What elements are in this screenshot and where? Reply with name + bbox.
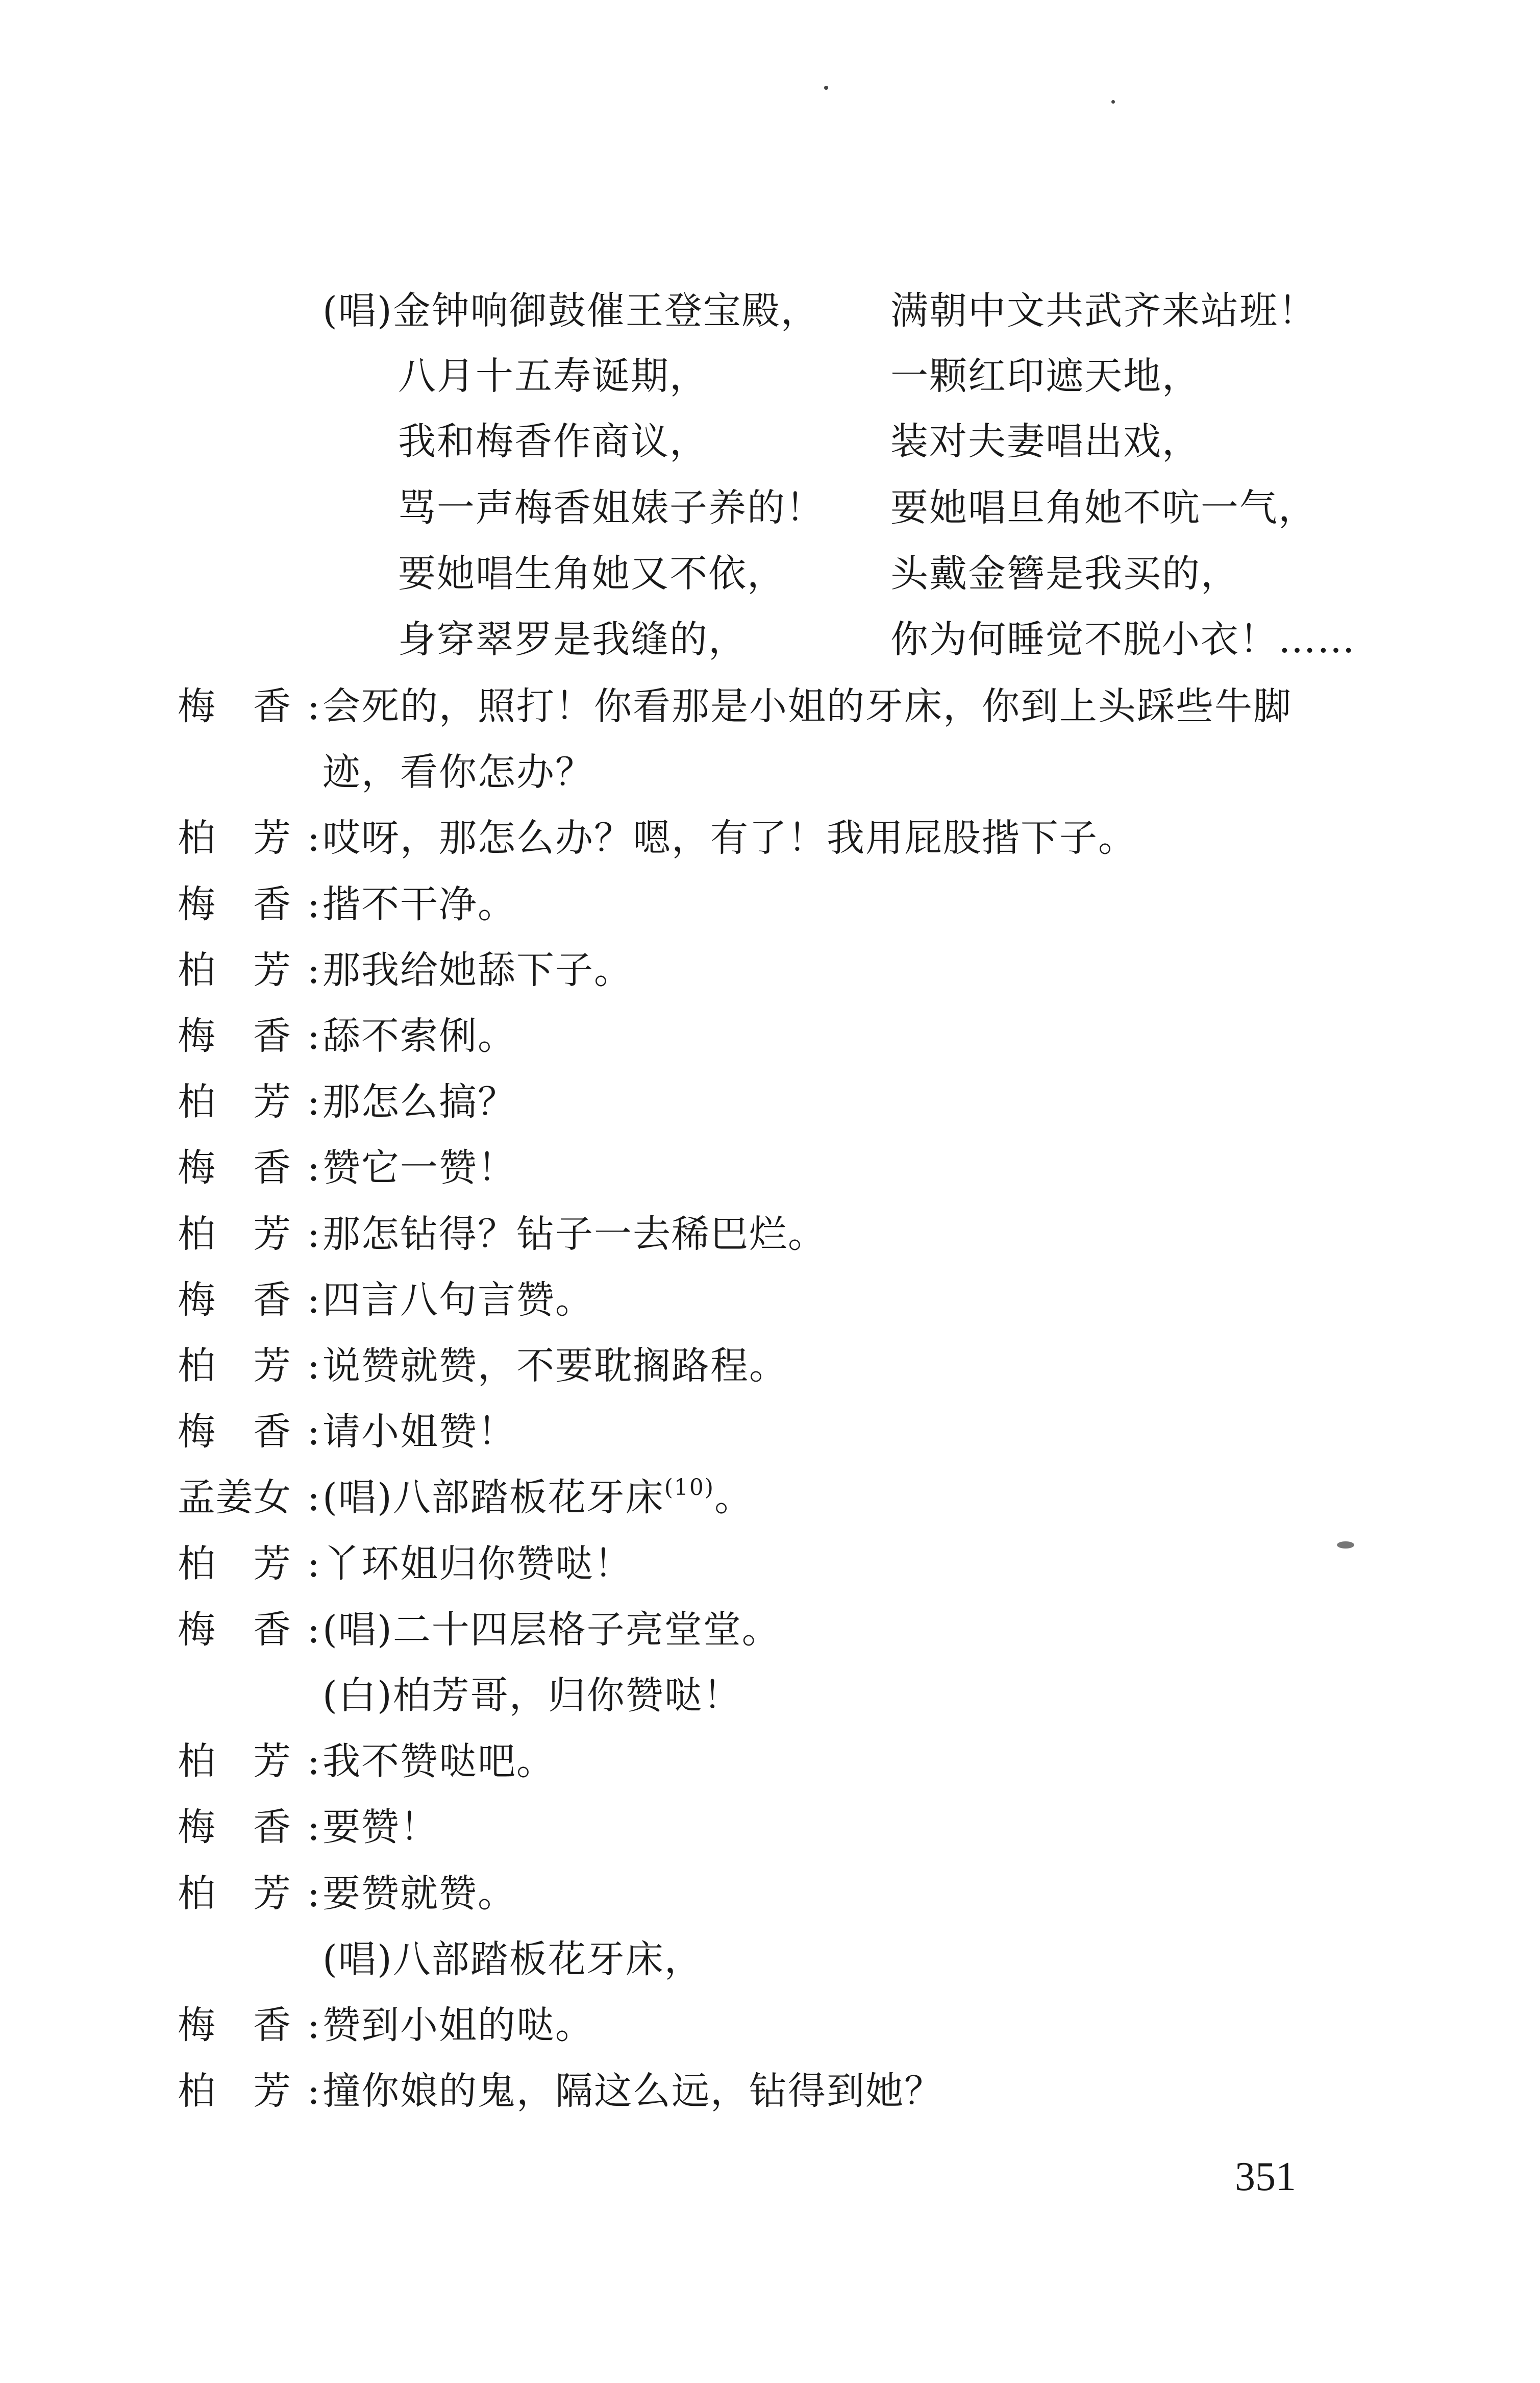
dialogue-line bbox=[322, 882, 516, 926]
speaker-colon: : bbox=[307, 1212, 320, 1256]
dialogue-text: 赞它一赞！ bbox=[322, 1146, 516, 1190]
speaker-label: 柏 芳 bbox=[178, 2069, 291, 2113]
dialogue-line bbox=[322, 816, 1137, 860]
dialogue-text: 哎呀，那怎么办？嗯，有了！我用屁股揩下子。 bbox=[322, 816, 1137, 860]
speaker-colon: : bbox=[307, 1344, 320, 1388]
dialogue-line bbox=[322, 1805, 439, 1849]
speaker-colon: : bbox=[307, 1014, 320, 1058]
song-row-left: 八月十五寿诞期， bbox=[398, 354, 708, 398]
speaker-colon: : bbox=[307, 948, 320, 992]
dialogue-text: (唱)八部踏板花牙床 bbox=[322, 1476, 664, 1519]
dialogue-tail: 。 bbox=[714, 1476, 754, 1519]
dialogue-text: 四言八句言赞。 bbox=[322, 1278, 594, 1322]
song-line-1-left: (唱)金钟响御鼓催王登宝殿， bbox=[322, 289, 819, 333]
dialogue-line bbox=[322, 1344, 788, 1388]
dialogue-line bbox=[322, 1410, 516, 1454]
speaker-label: 柏 芳 bbox=[178, 1542, 291, 1586]
speaker-label: 梅 香 bbox=[178, 1410, 291, 1454]
song-row-left: 要她唱生角她又不依， bbox=[398, 552, 786, 596]
dialogue-text: 请小姐赞！ bbox=[322, 1410, 516, 1454]
dialogue-text: 舔不索俐。 bbox=[322, 1014, 516, 1058]
speaker-label: 柏 芳 bbox=[178, 1739, 291, 1783]
dialogue-line bbox=[322, 1542, 633, 1586]
speaker-colon: : bbox=[307, 882, 320, 926]
speaker-label: 梅 香 bbox=[178, 1014, 291, 1058]
dialogue-line bbox=[322, 948, 633, 992]
speaker-colon: : bbox=[307, 2003, 320, 2047]
dialogue-text: 我不赞哒吧。 bbox=[322, 1739, 555, 1783]
dialogue-line bbox=[322, 2069, 943, 2113]
song-row-right: 你为何睡觉不脱小衣！…… bbox=[890, 618, 1356, 661]
dialogue-line bbox=[322, 750, 594, 794]
speaker-label: 柏 芳 bbox=[178, 1212, 291, 1256]
speaker-label: 孟姜女 bbox=[178, 1476, 291, 1519]
dialogue-line bbox=[322, 1014, 516, 1058]
song-row-right: 头戴金簪是我买的， bbox=[890, 552, 1239, 596]
dialogue-text: 要赞！ bbox=[322, 1805, 439, 1849]
song-line-1-right: 满朝中文共武齐来站班！ bbox=[890, 289, 1317, 333]
speaker-label: 柏 芳 bbox=[178, 1344, 291, 1388]
song-row-left: 身穿翠罗是我缝的， bbox=[398, 618, 747, 661]
speaker-colon: : bbox=[307, 1080, 320, 1124]
song-row-right: 一颗红印遮天地， bbox=[890, 354, 1201, 398]
dialogue-text: (唱)八部踏板花牙床， bbox=[322, 1937, 703, 1981]
dialogue-text: 丫环姐归你赞哒！ bbox=[322, 1542, 633, 1586]
speaker-colon: : bbox=[307, 816, 320, 860]
speaker-label: 梅 香 bbox=[178, 1278, 291, 1322]
song-row-left: 我和梅香作商议， bbox=[398, 420, 708, 463]
dialogue-text: 那怎钻得？钻子一去稀巴烂。 bbox=[322, 1212, 827, 1256]
dialogue-text: 说赞就赞，不要耽搁路程。 bbox=[322, 1344, 788, 1388]
speaker-label: 柏 芳 bbox=[178, 1080, 291, 1124]
song-row-right: 要她唱旦角她不吭一气， bbox=[890, 486, 1317, 530]
dialogue-line bbox=[322, 1278, 594, 1322]
dialogue-line bbox=[322, 1080, 516, 1124]
speaker-label: 柏 芳 bbox=[178, 1872, 291, 1915]
speaker-colon: : bbox=[307, 1608, 320, 1652]
speaker-colon: : bbox=[307, 1805, 320, 1849]
dialogue-line bbox=[322, 684, 1292, 728]
dialogue-text: 迹，看你怎办？ bbox=[322, 750, 594, 794]
scan-speck bbox=[824, 86, 828, 90]
footnote-marker: (10) bbox=[664, 1475, 715, 1501]
dialogue-line bbox=[322, 2003, 594, 2047]
dialogue-text: 要赞就赞。 bbox=[322, 1872, 516, 1915]
song-row-right: 装对夫妻唱出戏， bbox=[890, 420, 1201, 463]
scan-speck bbox=[1111, 100, 1115, 104]
speaker-label: 梅 香 bbox=[178, 1146, 291, 1190]
speaker-colon: : bbox=[307, 1872, 320, 1915]
speaker-colon: : bbox=[307, 1146, 320, 1190]
speaker-colon: : bbox=[307, 1410, 320, 1454]
dialogue-text: 赞到小姐的哒。 bbox=[322, 2003, 594, 2047]
dialogue-text: 揩不干净。 bbox=[322, 882, 516, 926]
page-number: 351 bbox=[1235, 2154, 1296, 2199]
speaker-label: 柏 芳 bbox=[178, 948, 291, 992]
dialogue-text: 会死的，照打！你看那是小姐的牙床，你到上头踩些牛脚 bbox=[322, 684, 1292, 728]
dialogue-line bbox=[322, 1937, 703, 1981]
speaker-label: 梅 香 bbox=[178, 1805, 291, 1849]
dialogue-line bbox=[322, 1739, 555, 1783]
dialogue-line bbox=[322, 1872, 516, 1915]
speaker-label: 梅 香 bbox=[178, 882, 291, 926]
song-row-left: 骂一声梅香姐婊子养的！ bbox=[398, 486, 825, 530]
dialogue-text: 那我给她舔下子。 bbox=[322, 948, 633, 992]
dialogue-line bbox=[322, 1146, 516, 1190]
speaker-colon: : bbox=[307, 1476, 320, 1519]
speaker-label: 梅 香 bbox=[178, 2003, 291, 2047]
speaker-colon: : bbox=[307, 1278, 320, 1322]
speaker-colon: : bbox=[307, 1542, 320, 1586]
speaker-label: 梅 香 bbox=[178, 684, 291, 728]
speaker-label: 柏 芳 bbox=[178, 816, 291, 860]
dialogue-line bbox=[322, 1212, 827, 1256]
dialogue-line bbox=[322, 1475, 754, 1519]
speaker-colon: : bbox=[307, 1739, 320, 1783]
speaker-colon: : bbox=[307, 2069, 320, 2113]
scan-speck bbox=[1337, 1541, 1354, 1549]
dialogue-text: (白)柏芳哥，归你赞哒！ bbox=[322, 1674, 742, 1717]
speaker-label: 梅 香 bbox=[178, 1608, 291, 1652]
dialogue-text: 那怎么搞？ bbox=[322, 1080, 516, 1124]
dialogue-text: (唱)二十四层格子亮堂堂。 bbox=[322, 1608, 781, 1652]
dialogue-line bbox=[322, 1608, 781, 1652]
dialogue-line bbox=[322, 1674, 742, 1717]
dialogue-text: 撞你娘的鬼，隔这么远，钻得到她？ bbox=[322, 2069, 943, 2113]
speaker-colon: : bbox=[307, 684, 320, 728]
